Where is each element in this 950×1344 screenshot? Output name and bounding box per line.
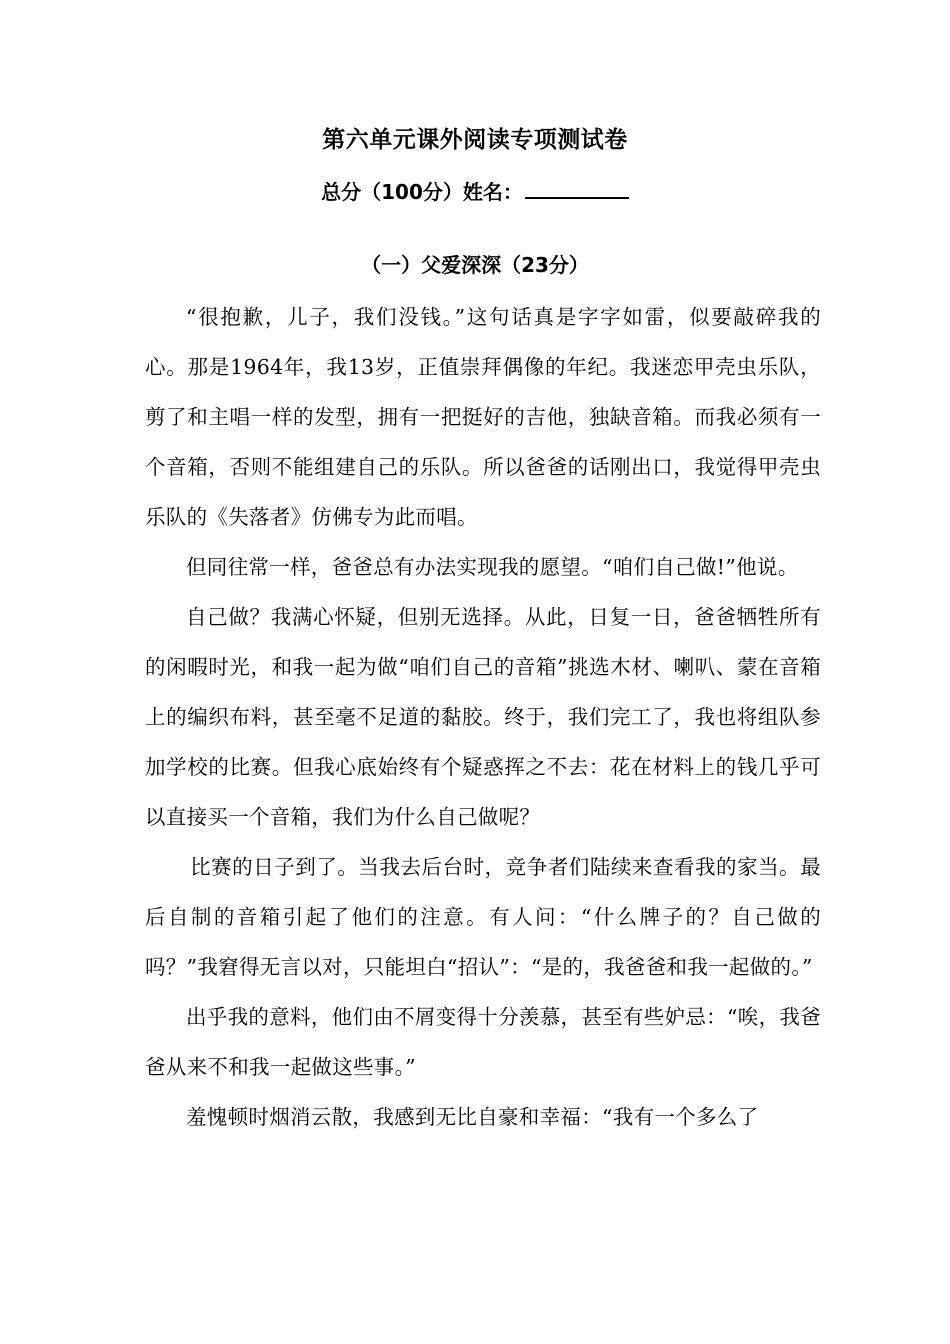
score-label: 总分（100分）姓名：	[321, 180, 523, 204]
passage-paragraph: 羞愧顿时烟消云散，我感到无比自豪和幸福：“我有一个多么了	[186, 1105, 759, 1129]
section-heading: （一）父爱深深（23分）	[361, 253, 589, 277]
passage-paragraph: 比赛的日子到了。当我去后台时，竞争者们陆续来查看我的家当。最后自制的音箱引起了他们的注意。有人问：“什么牌子的？自己做的吗？”我窘得无言以对，只能坦白“招认”：“是的，我爸爸和我一起做的。”	[145, 855, 821, 979]
passage-paragraph: 出乎我的意料，他们由不屑变得十分羡慕，甚至有些妒忌：“唉，我爸爸从来不和我一起做这些事。”	[145, 1005, 821, 1079]
page-title: 第六单元课外阅读专项测试卷	[322, 127, 628, 153]
name-blank-field[interactable]	[525, 175, 629, 199]
score-name-line	[0, 172, 950, 212]
reading-passage	[145, 292, 821, 1142]
passage-paragraph: “很抱歉，儿子，我们没钱。”这句话真是字字如雷，似要敲碎我的心。那是1964年，我13岁，正值崇拜偶像的年纪。我迷恋甲壳虫乐队，剪了和主唱一样的发型，拥有一把挺好的吉他，独缺音箱。而我必须有一个音箱，否则不能组建自己的乐队。所以爸爸的话刚出口，我觉得甲壳虫乐队的《失落者》仿佛专为此而唱。	[145, 305, 821, 529]
passage-paragraph: 但同往常一样，爸爸总有办法实现我的愿望。“咱们自己做!”他说。	[186, 555, 799, 579]
passage-paragraph: 自己做？我满心怀疑，但别无选择。从此，日复一日，爸爸牺牲所有的闲暇时光，和我一起为做“咱们自己的音箱”挑选木材、喇叭、蒙在音箱上的编织布料，甚至毫不足道的黏胶。终于，我们完工了，我也将组队参加学校的比赛。但我心底始终有个疑惑挥之不去：花在材料上的钱几乎可以直接买一个音箱，我们为什么自己做呢？	[145, 605, 821, 829]
